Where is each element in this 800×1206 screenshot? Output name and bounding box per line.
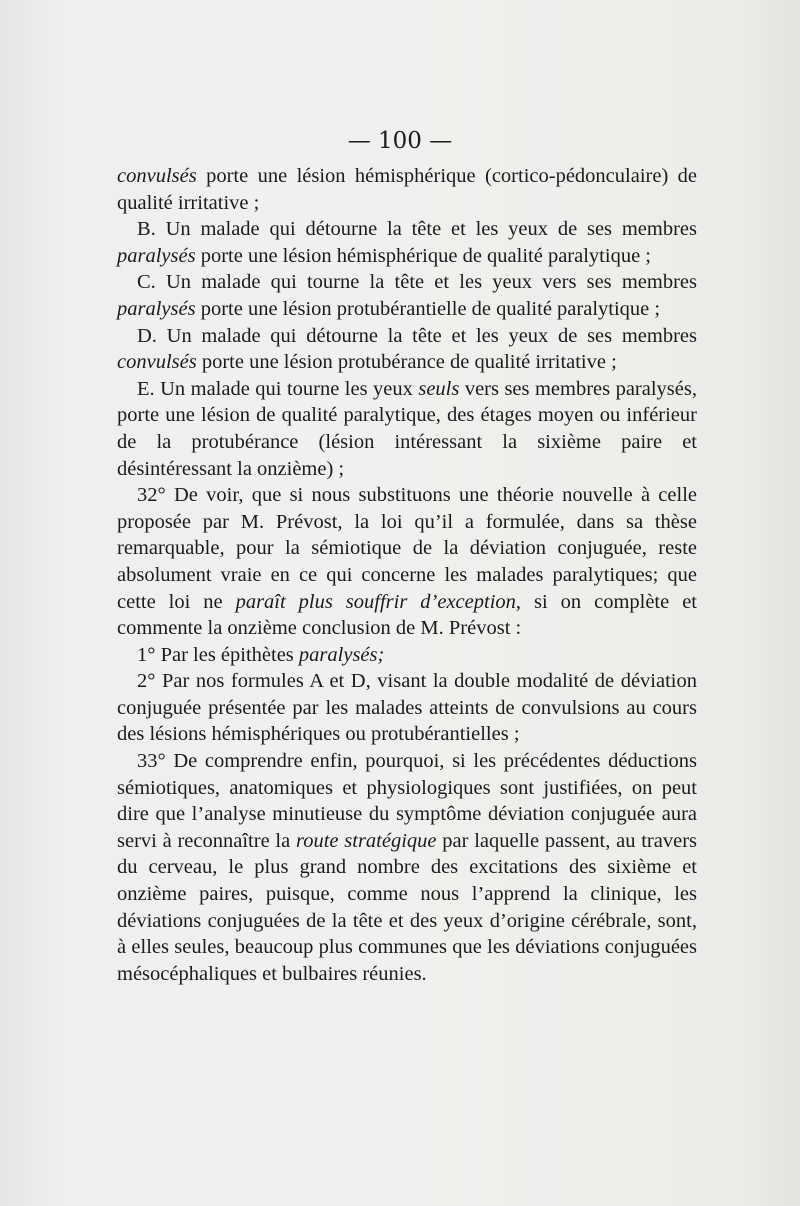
paragraph-e: E. Un malade qui tourne les yeux seuls vers ses membres paralysés, porte une lésion de qualité paralytique, des étages moyen ou inférieur de la protubérance (lésion intéressant la sixième paire et désintéressant la onzième) ;	[117, 377, 697, 480]
paragraph-33: 33° De comprendre enfin, pourquoi, si les précédentes déductions sémiotiques, anatomiques et physiologiques sont justifiées, on peut dire que l’analyse minutieuse du symptôme déviation conjuguée aura servi à reconnaître la route stratégique par laquelle passent, au travers du cerveau, le plus grand nombre des excitations des sixième et onzième paires, puisque, comme nous l’apprend la clinique, les déviations conjuguées de la tête et des yeux d’origine cérébrale, sont, à elles seules, beaucoup plus communes que les déviations conjuguées mésocéphaliques et bulbaires réunies.	[117, 750, 697, 985]
paragraph-32: 32° De voir, que si nous substituons une théorie nouvelle à celle proposée par M. Prévost, la loi qu’il a formulée, dans sa thèse remarquable, pour la sémiotique de la déviation conjuguée, reste absolument vraie en ce qui concerne les malades paralytiques; que cette loi ne paraît plus souffrir d’exception, si on complète et commente la onzième conclusion de M. Prévost :	[117, 484, 697, 640]
page-number: — 100 —	[347, 128, 453, 154]
paragraph-b: B. Un malade qui détourne la tête et les yeux de ses membres paralysés porte une lésion hémisphérique de qualité paralytique ;	[117, 218, 697, 267]
paragraph-2: 2° Par nos formules A et D, visant la double modalité de déviation conjuguée présentée par les malades atteints de convulsions au cours des lésions hémisphériques ou protubérantielles ;	[117, 670, 697, 746]
paragraph-continuation: convulsés porte une lésion hémisphérique (cortico-pédonculaire) de qualité irritative ;	[117, 165, 697, 214]
body-text	[117, 163, 697, 987]
paragraph-1: 1° Par les épithètes paralysés;	[137, 643, 385, 666]
paragraph-c: C. Un malade qui tourne la tête et les yeux vers ses membres paralysés porte une lésion protubérantielle de qualité paralytique ;	[117, 271, 697, 320]
paragraph-d: D. Un malade qui détourne la tête et les yeux de ses membres convulsés porte une lésion protubérance de qualité irritative ;	[117, 324, 697, 374]
